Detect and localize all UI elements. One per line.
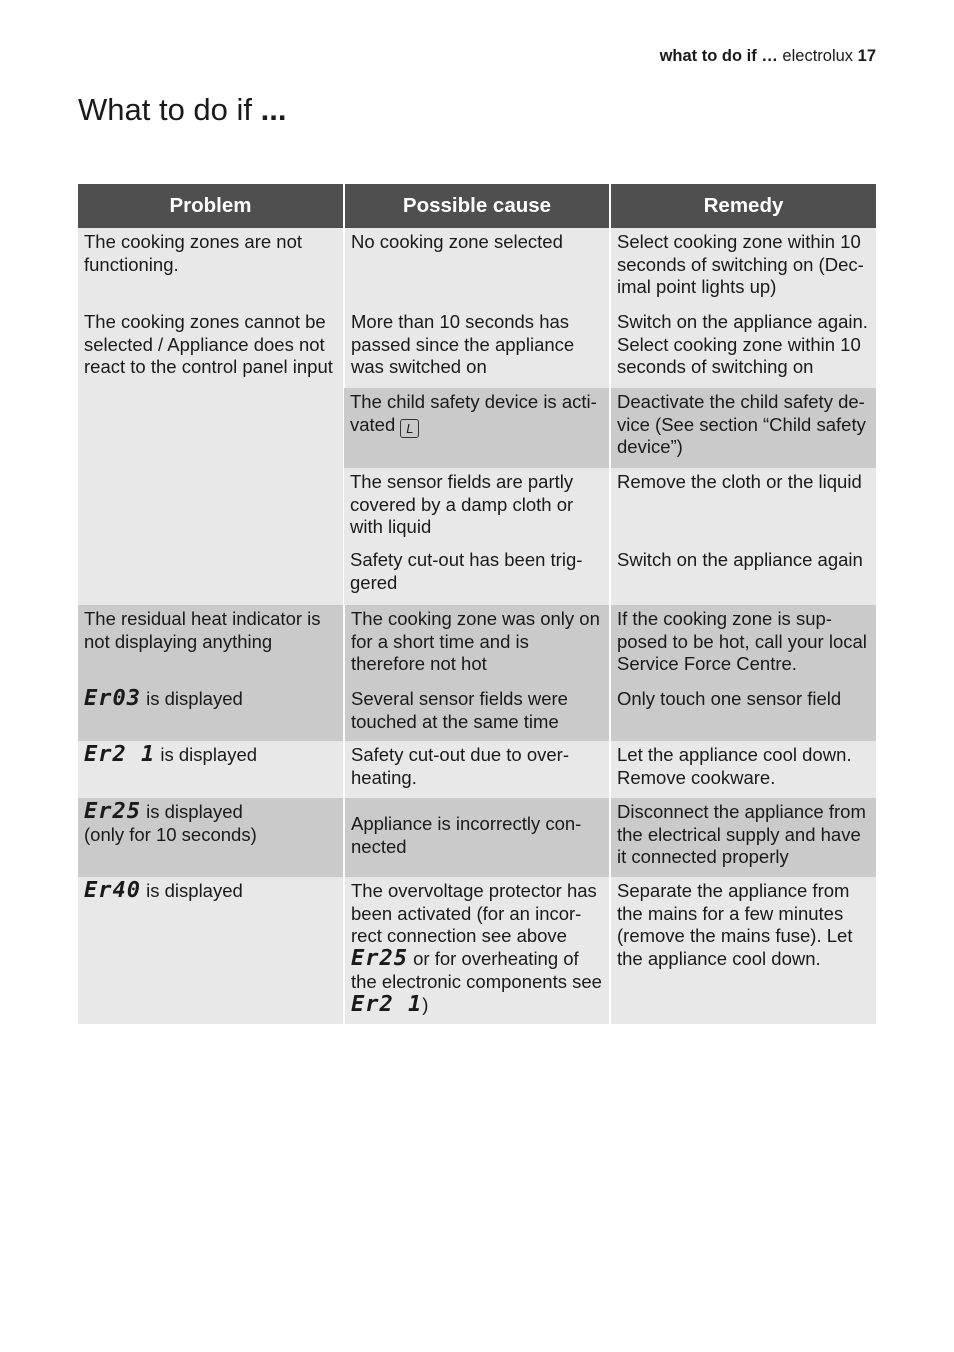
problem-cell <box>78 877 344 1024</box>
remedy-text: Only touch one sensor field <box>617 688 842 709</box>
table-row <box>78 741 876 798</box>
cause-cell <box>344 308 610 388</box>
error-code-er25-ref: Er25 <box>351 946 408 972</box>
cause-cell <box>344 468 610 546</box>
remedy-cell <box>610 877 876 1024</box>
table-header-row <box>78 184 876 228</box>
cause-cell <box>344 388 610 468</box>
running-head <box>660 47 876 66</box>
troubleshooting-table <box>78 184 876 1024</box>
cause-cell <box>344 228 610 308</box>
page-number: 17 <box>857 47 876 65</box>
cause-text-end: ) <box>422 993 429 1015</box>
table-row <box>78 877 876 1024</box>
remedy-cell <box>610 308 876 388</box>
table-row <box>78 685 876 741</box>
error-code-er40: Er40 <box>84 878 141 903</box>
cause-text: Several sensor fields were touched at the same time <box>351 688 568 732</box>
child-lock-icon: L <box>400 419 419 438</box>
cause-cell <box>344 685 610 741</box>
cause-text: or for overheating of the electronic components see <box>351 948 602 992</box>
problem-cell <box>78 308 344 605</box>
problem-cell <box>78 605 344 685</box>
table-row <box>78 308 876 388</box>
page-title <box>78 92 287 128</box>
page-title-text: What to do if <box>78 92 253 127</box>
remedy-cell <box>610 546 876 605</box>
remedy-text: If the cooking zone is sup-posed to be hot, call your local Service Force Centre. <box>617 608 867 675</box>
cause-cell <box>344 741 610 798</box>
error-code-er21-ref: Er2 1 <box>351 991 423 1017</box>
cause-cell <box>344 798 610 877</box>
remedy-cell <box>610 741 876 798</box>
column-header-problem: Problem <box>78 184 344 228</box>
remedy-text: Disconnect the appliance from the electrical supply and have it connected properly <box>617 801 866 868</box>
problem-cell <box>78 685 344 741</box>
problem-text: is displayed <box>146 880 243 901</box>
problem-text: is displayed <box>146 688 243 709</box>
cause-text: No cooking zone selected <box>351 231 563 252</box>
problem-cell <box>78 228 344 308</box>
remedy-cell <box>610 685 876 741</box>
page-title-ellipsis: ... <box>260 92 287 127</box>
remedy-text: Select cooking zone within 10 seconds of switching on (Dec-imal point lights up) <box>617 231 864 298</box>
running-head-section: what to do if … <box>659 47 778 65</box>
remedy-cell <box>610 605 876 685</box>
cause-text: The cooking zone was only on for a short time and is therefore not hot <box>351 608 600 675</box>
cause-cell <box>344 877 610 1024</box>
remedy-text: Remove the cloth or the liquid <box>617 471 862 492</box>
problem-text: is displayed <box>146 801 243 822</box>
column-header-remedy: Remedy <box>610 184 876 228</box>
cause-cell <box>344 546 610 605</box>
remedy-text: Separate the appliance from the mains for a few minutes (remove the mains fuse). Let the appliance cool down. <box>617 880 853 970</box>
error-code-er21: Er2 1 <box>84 742 156 767</box>
remedy-text: Let the appliance cool down. Remove cookware. <box>617 744 852 788</box>
cause-text: Appliance is incorrectly con-nected <box>351 813 582 857</box>
remedy-cell <box>610 798 876 877</box>
table-row <box>78 798 876 877</box>
running-head-brand: electrolux <box>782 47 854 65</box>
remedy-text: Switch on the appliance again <box>617 549 863 570</box>
table-row <box>78 228 876 308</box>
problem-cell <box>78 741 344 798</box>
cause-text: Safety cut-out due to over-heating. <box>351 744 570 788</box>
cause-text: The overvoltage protector has been activated (for an incor-rect connection see above <box>351 880 597 947</box>
problem-text: The cooking zones cannot be selected / Appliance does not react to the control panel input <box>84 311 333 378</box>
cause-text: More than 10 seconds has passed since the appliance was switched on <box>351 311 575 378</box>
error-code-er03: Er03 <box>84 686 141 711</box>
remedy-text: Switch on the appliance again. Select cooking zone within 10 seconds of switching on <box>617 311 868 378</box>
error-code-er25: Er25 <box>84 799 141 824</box>
cause-text: The sensor fields are partly covered by a damp cloth or with liquid <box>350 471 574 538</box>
problem-cell <box>78 798 344 877</box>
column-header-cause: Possible cause <box>344 184 610 228</box>
remedy-cell <box>610 468 876 546</box>
cause-text: The child safety device is acti-vated <box>350 391 597 435</box>
cause-cell <box>344 605 610 685</box>
table-row <box>78 605 876 685</box>
problem-note: (only for 10 seconds) <box>84 823 257 845</box>
remedy-text: Deactivate the child safety de-vice (See section “Child safety device”) <box>617 391 866 458</box>
problem-text: The cooking zones are not functioning. <box>84 231 303 275</box>
remedy-cell <box>610 228 876 308</box>
problem-text: is displayed <box>160 744 258 765</box>
remedy-cell <box>610 388 876 468</box>
problem-text: The residual heat indicator is not displaying anything <box>84 608 321 652</box>
cause-text: Safety cut-out has been trig-gered <box>350 549 583 593</box>
